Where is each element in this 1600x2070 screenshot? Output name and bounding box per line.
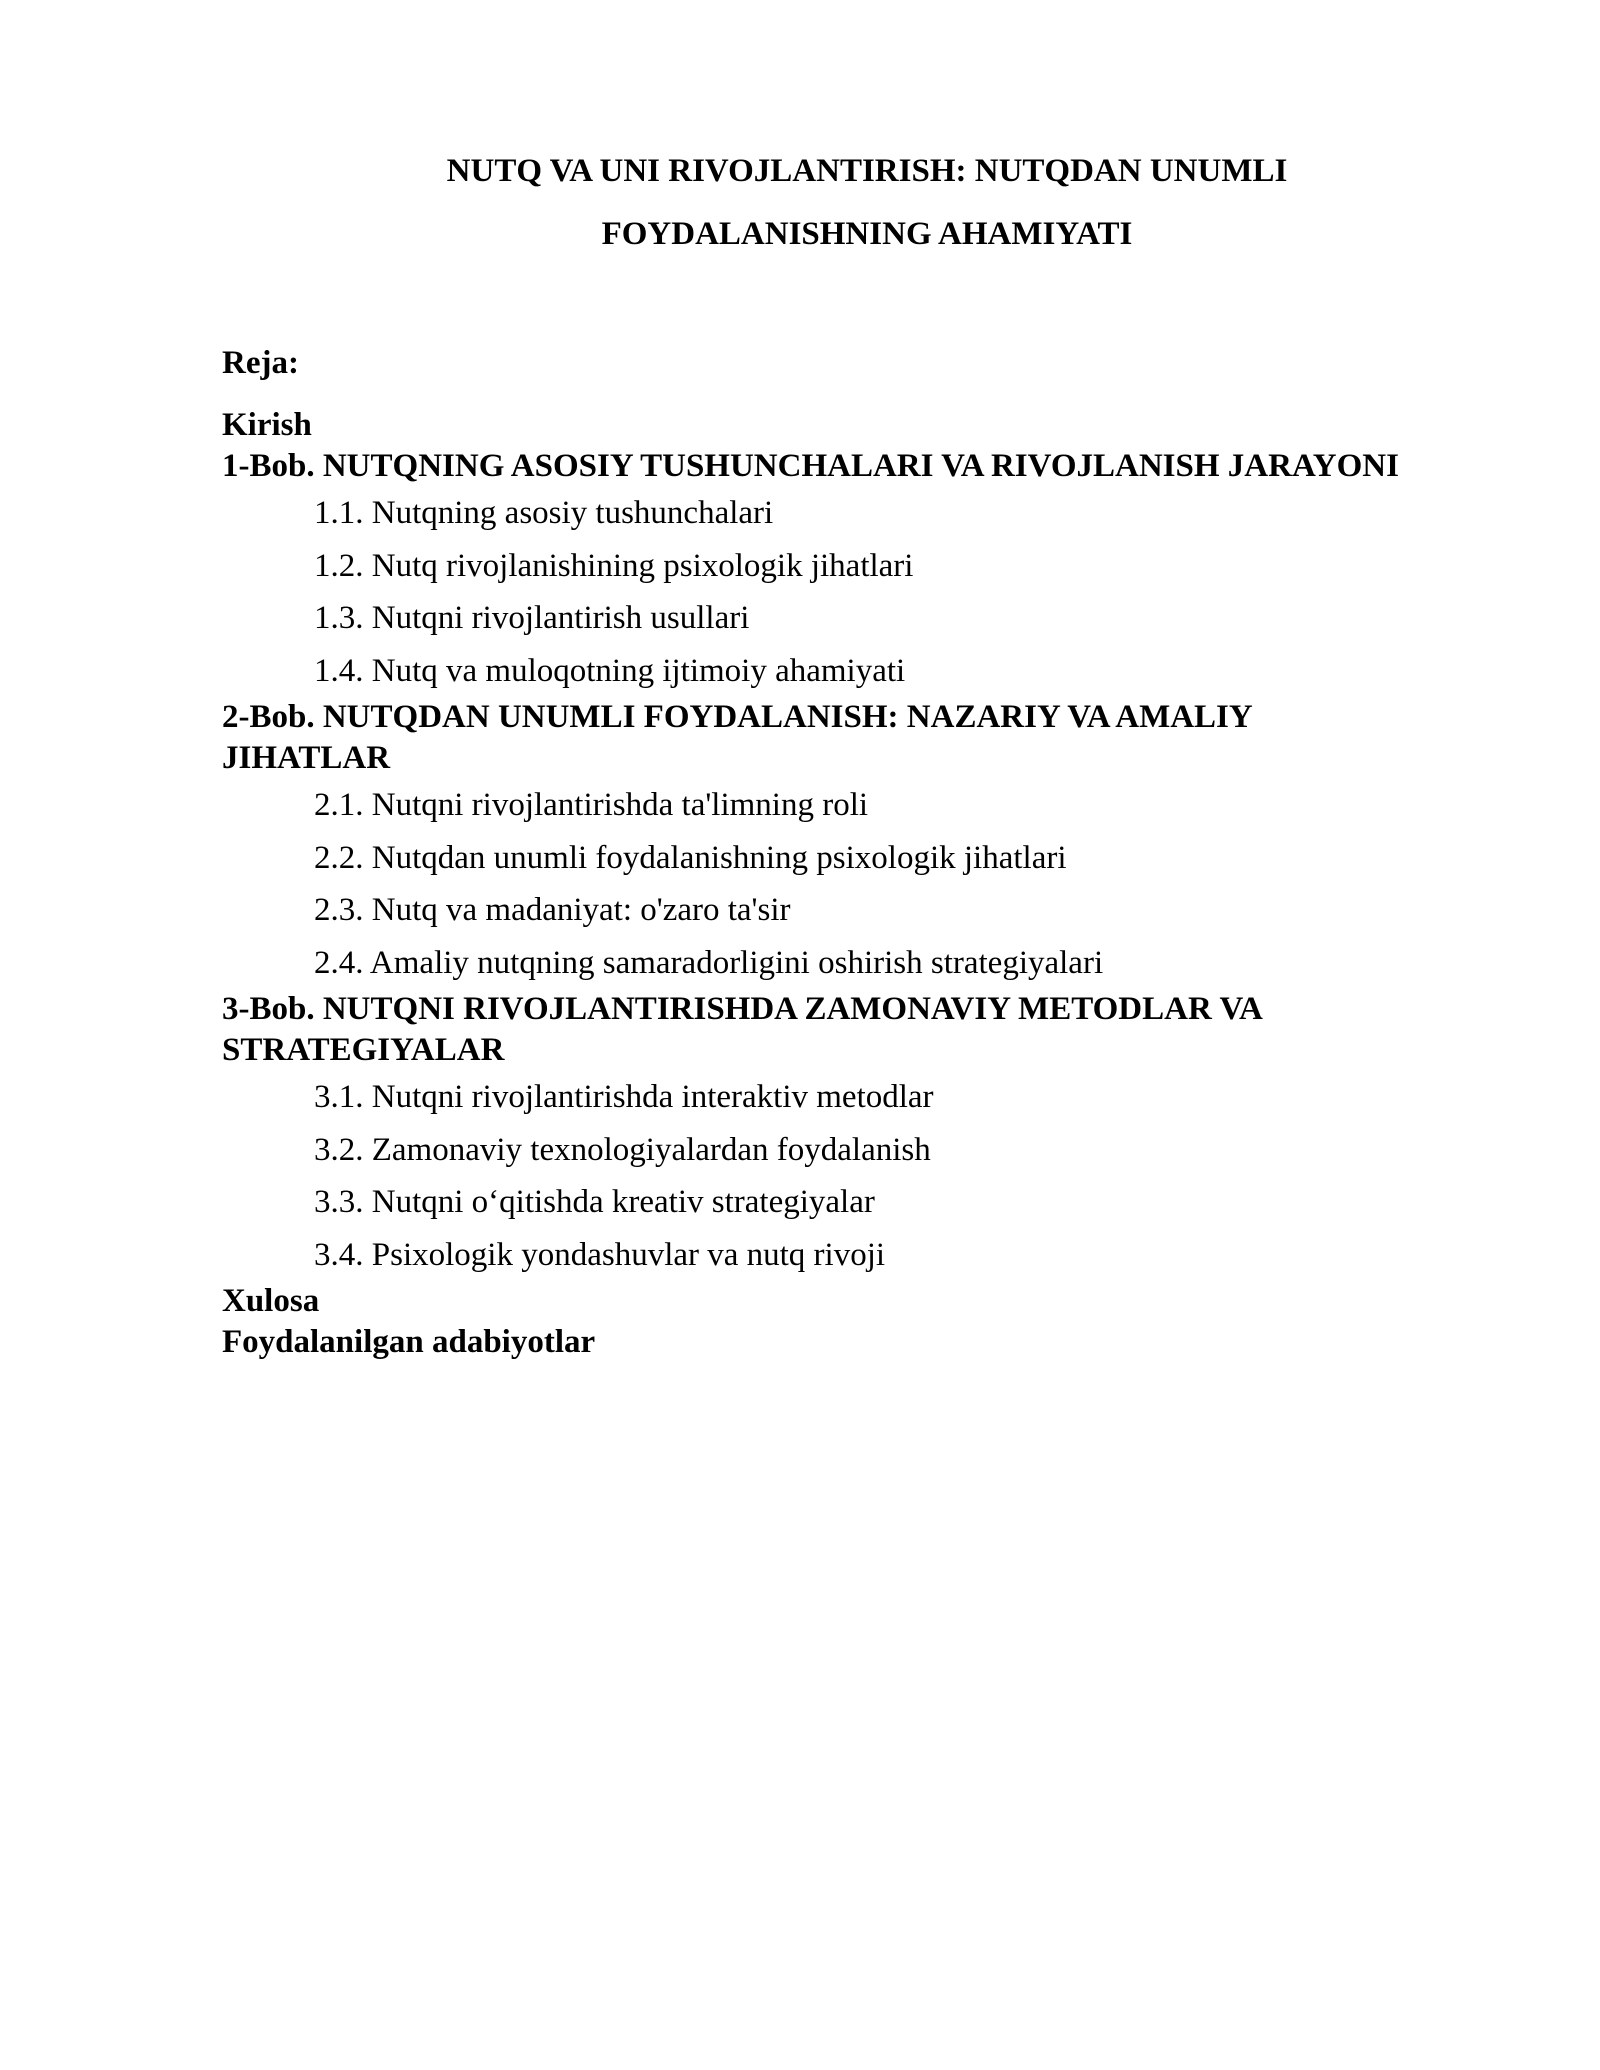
chapter-1-title: 1-Bob. NUTQNING ASOSIY TUSHUNCHALARI VA RIVOJLANISH JARAYONI <box>222 448 1399 484</box>
section-1-2: 1.2. Nutq rivojlanishining psixologik jihatlari <box>314 547 914 584</box>
section-2-2: 2.2. Nutqdan unumli foydalanishning psixologik jihatlari <box>314 839 1067 876</box>
section-3-2: 3.2. Zamonaviy texnologiyalardan foydalanish <box>314 1131 931 1168</box>
chapter-3-title: 3-Bob. NUTQNI RIVOJLANTIRISHDA ZAMONAVIY METODLAR VA STRATEGIYALAR <box>222 991 1262 1068</box>
section-1-1: 1.1. Nutqning asosiy tushunchalari <box>314 495 774 531</box>
outline-references: Foydalanilgan adabiyotlar <box>222 1324 596 1360</box>
plan-outline <box>222 343 1422 1363</box>
outline-intro: Kirish <box>222 407 312 443</box>
outline-conclusion: Xulosa <box>222 1283 320 1319</box>
document-title-line-2: FOYDALANISHNING AHAMIYATI <box>601 216 1133 252</box>
plan-heading: Reja: <box>222 345 299 381</box>
section-1-3: 1.3. Nutqni rivojlantirish usullari <box>314 600 750 636</box>
section-2-3: 2.3. Nutq va madaniyat: o'zaro ta'sir <box>314 892 791 928</box>
section-3-1: 3.1. Nutqni rivojlantirishda interaktiv metodlar <box>314 1079 934 1115</box>
section-2-1: 2.1. Nutqni rivojlantirishda ta'limning roli <box>314 787 869 823</box>
section-3-3: 3.3. Nutqni o‘qitishda kreativ strategiyalar <box>314 1184 875 1220</box>
section-1-4: 1.4. Nutq va muloqotning ijtimoiy ahamiyati <box>314 652 906 689</box>
chapter-2-title: 2-Bob. NUTQDAN UNUMLI FOYDALANISH: NAZARIY VA AMALIY JIHATLAR <box>222 699 1252 776</box>
document-title-line-1: NUTQ VA UNI RIVOJLANTIRISH: NUTQDAN UNUMLI <box>446 153 1288 189</box>
section-2-4: 2.4. Amaliy nutqning samaradorligini oshirish strategiyalari <box>314 944 1104 981</box>
section-3-4: 3.4. Psixologik yondashuvlar va nutq rivoji <box>314 1236 886 1273</box>
